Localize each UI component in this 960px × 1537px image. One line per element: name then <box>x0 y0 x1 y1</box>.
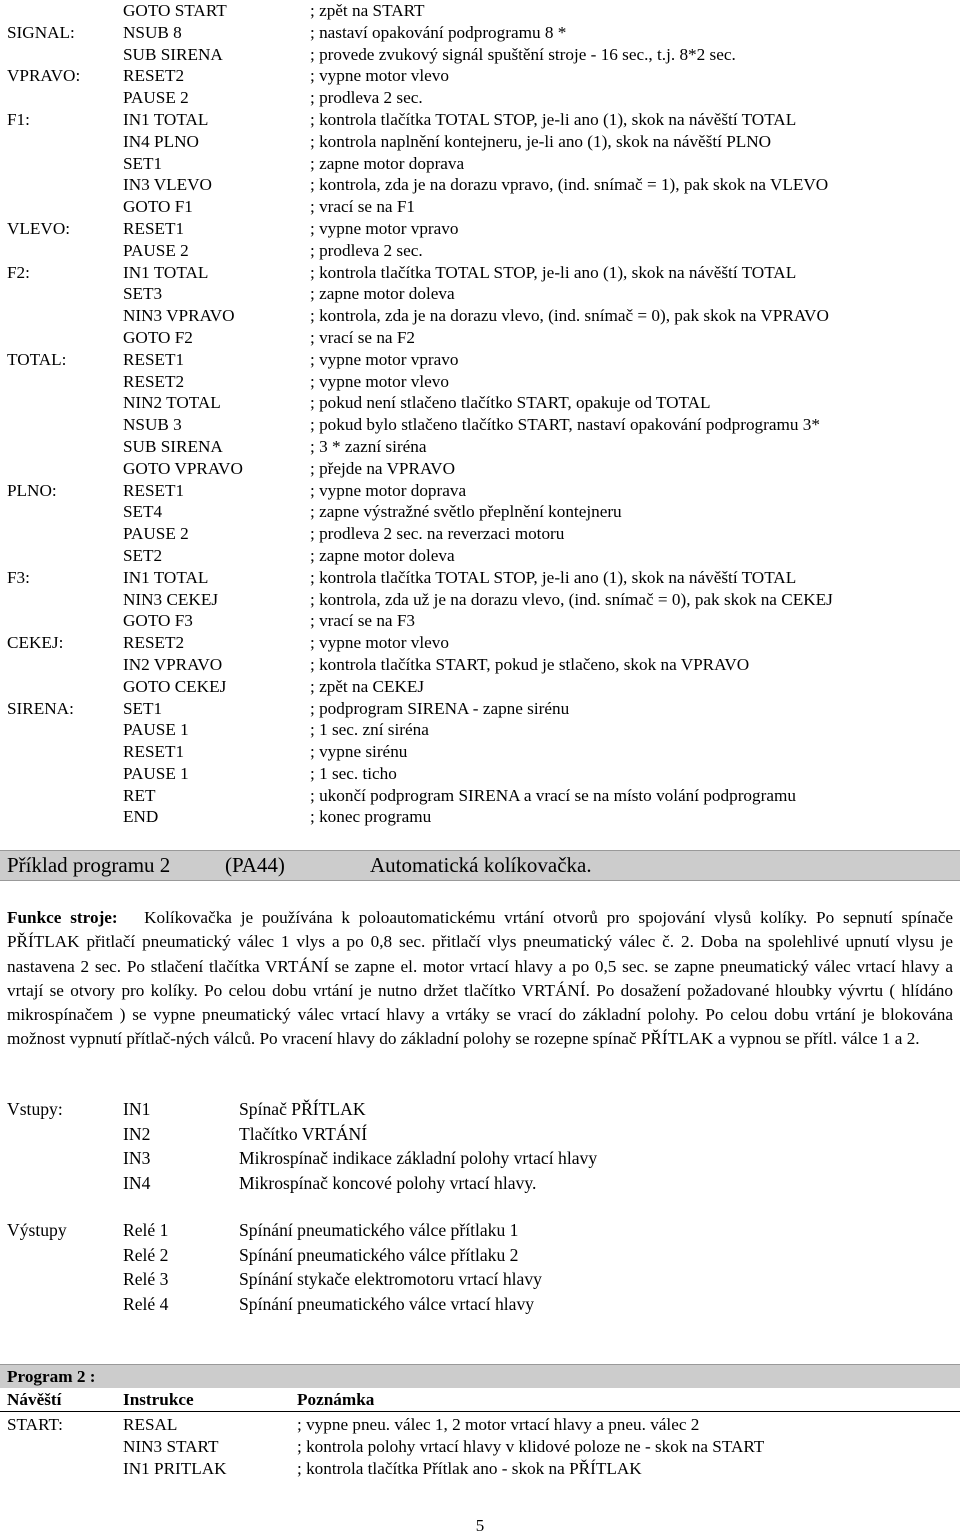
io-description: Spínání pneumatického válce přítlaku 2 <box>239 1244 519 1265</box>
listing-row <box>0 414 960 436</box>
io-description: Mikrospínač indikace základní polohy vrtací hlavy <box>239 1148 598 1168</box>
listing-instruction: GOTO F3 <box>123 611 193 631</box>
listing-comment: ; pokud bylo stlačeno tlačítko START, nastaví opakování podprogramu 3* <box>310 415 820 435</box>
listing-row <box>0 109 960 131</box>
listing-comment: ; přejde na VPRAVO <box>310 458 455 478</box>
listing-instruction: GOTO VPRAVO <box>123 458 243 478</box>
program2-row <box>0 1436 960 1458</box>
listing-comment: ; 1 sec. zní siréna <box>310 720 429 740</box>
io-id: Relé 2 <box>123 1244 169 1265</box>
listing-row <box>0 153 960 175</box>
listing-comment: ; vrací se na F2 <box>310 327 416 347</box>
machine-description <box>7 906 953 1052</box>
listing-instruction: IN1 TOTAL <box>123 109 209 129</box>
listing-row <box>0 741 960 763</box>
listing-row <box>0 763 960 785</box>
listing-comment: ; kontrola naplnění kontejneru, je-li ano (1), skok na návěští PLNO <box>310 131 772 151</box>
listing-row <box>0 240 960 262</box>
listing-comment: ; pokud není stlačeno tlačítko START, opakuje od TOTAL <box>310 393 711 413</box>
listing-instruction: END <box>123 807 159 827</box>
listing-label: F3: <box>7 567 30 587</box>
listing-comment: ; zpět na CEKEJ <box>310 676 425 696</box>
listing-instruction: GOTO START <box>123 1 227 20</box>
listing-comment: ; vypne motor vpravo <box>310 218 459 238</box>
program2-column-headers <box>0 1388 960 1412</box>
listing-row <box>0 22 960 44</box>
listing-row <box>0 458 960 480</box>
listing-comment: ; zapne motor doleva <box>310 284 455 304</box>
listing-row <box>0 44 960 66</box>
listing-comment: ; vrací se na F1 <box>310 197 416 217</box>
io-id: Relé 1 <box>123 1220 169 1240</box>
listing-instruction: PAUSE 1 <box>123 720 189 740</box>
listing-instruction: RESET1 <box>123 742 185 762</box>
description-label: Funkce stroje: <box>7 908 118 927</box>
listing-comment: ; vypne motor vlevo <box>310 371 449 391</box>
listing-label: SIGNAL: <box>7 22 75 42</box>
listing-comment: ; 1 sec. ticho <box>310 763 397 783</box>
program2-row <box>0 1414 960 1436</box>
listing-instruction: PAUSE 2 <box>123 240 189 260</box>
listing-label: F1: <box>7 109 30 129</box>
listing-comment: ; ukončí podprogram SIRENA a vrací se na místo volání podprogramu <box>310 785 796 805</box>
listing-instruction: GOTO F2 <box>123 327 193 347</box>
listing-row <box>0 349 960 371</box>
program2-row <box>0 1458 960 1480</box>
listing-instruction: NSUB 3 <box>123 415 182 435</box>
program2-comment: ; kontrola tlačítka Přítlak ano - skok na PŘÍTLAK <box>297 1459 642 1478</box>
listing-row <box>0 654 960 676</box>
listing-row <box>0 501 960 523</box>
listing-instruction: RET <box>123 785 156 805</box>
listing-row <box>0 131 960 153</box>
listing-instruction: RESET2 <box>123 371 185 391</box>
listing-instruction: PAUSE 2 <box>123 88 189 108</box>
io-id: Relé 3 <box>123 1269 169 1289</box>
listing-instruction: RESET1 <box>123 480 185 500</box>
listing-row <box>0 589 960 611</box>
listing-instruction: PAUSE 2 <box>123 524 189 544</box>
output-row <box>0 1267 960 1292</box>
listing-row <box>0 632 960 654</box>
listing-instruction: IN2 VPRAVO <box>123 654 223 674</box>
listing-row <box>0 65 960 87</box>
listing-label: PLNO: <box>7 480 57 500</box>
listing-row <box>0 676 960 698</box>
listing-label: VLEVO: <box>7 218 71 238</box>
listing-instruction: SET1 <box>123 698 163 718</box>
listing-comment: ; zapne motor doprava <box>310 153 465 173</box>
listing-row <box>0 436 960 458</box>
io-description: Spínač PŘÍTLAK <box>239 1099 366 1119</box>
listing-label: F2: <box>7 262 30 282</box>
example-heading <box>0 850 960 881</box>
page-number: 5 <box>475 1516 485 1535</box>
listing-row <box>0 567 960 589</box>
listing-row <box>0 196 960 218</box>
listing-comment: ; vypne sirénu <box>310 742 408 762</box>
listing-row <box>0 283 960 305</box>
listing-row <box>0 327 960 349</box>
description-text: Kolíkovačka je používána k poloautomatickému vrtání otvorů pro spojování vlysů kolíky. Po sepnutí spínače PŘÍTLAK přitlačí pneumatický válec 1 vlys a po 0,8 sec. přitlačí vlys pneumatický válec č. 2. Doba na spolehlivé upnutí vlysu je nastavena 2 sec. Po stlačení tlačítka VRTÁNÍ se zapne el. motor vrtací hlavy a po 0,5 sec. se zapne pneumatický válec vrtací hlavy a vrtají se otvory pro kolíky. Po celou dobu vrtání je nutno držet tlačítko VRTÁNÍ. Po dosažení požadované hloubky vývrtu ( hlídáno mikrospínačem ) se vypne pneumatický válec vrtací hlavy a vrtáky se vrací do základní polohy. Po celou dobu vrtání je blokována možnost vypnutí přítlač-ných válců. Po vracení hlavy do základní polohy se rozepne spínač PŘÍTLAK a vypnou se přítl. válce 1 a 2. <box>7 908 954 1049</box>
listing-comment: ; provede zvukový signál spuštění stroje - 16 sec., t.j. 8*2 sec. <box>310 44 736 64</box>
listing-row <box>0 523 960 545</box>
listing-instruction: GOTO CEKEJ <box>123 676 227 696</box>
column-header-instruction: Instrukce <box>123 1390 194 1409</box>
listing-comment: ; kontrola, zda je na dorazu vpravo, (ind. snímač = 1), pak skok na VLEVO <box>310 175 829 195</box>
listing-instruction: SET1 <box>123 153 163 173</box>
program2-rows <box>0 1414 960 1480</box>
listing-row <box>0 480 960 502</box>
listing-instruction: PAUSE 1 <box>123 763 189 783</box>
io-group: Vstupy: <box>7 1099 63 1119</box>
listing-instruction: SET3 <box>123 284 163 304</box>
listing-comment: ; vypne motor vlevo <box>310 66 449 86</box>
io-description: Tlačítko VRTÁNÍ <box>239 1123 368 1144</box>
io-group: Výstupy <box>7 1220 67 1240</box>
listing-row <box>0 305 960 327</box>
program2-label: START: <box>7 1415 63 1434</box>
program2-title: Program 2 : <box>7 1367 96 1386</box>
listing-comment: ; vypne motor doprava <box>310 480 467 500</box>
listing-label: SIRENA: <box>7 698 74 718</box>
example-code: (PA44) <box>225 853 285 877</box>
input-row <box>0 1097 960 1122</box>
listing-comment: ; vrací se na F3 <box>310 611 416 631</box>
input-row <box>0 1122 960 1147</box>
listing-instruction: NIN2 TOTAL <box>123 393 221 413</box>
listing-instruction: IN3 VLEVO <box>123 175 212 195</box>
listing-comment: ; zapne výstražné světlo přeplnění kontejneru <box>310 502 622 522</box>
output-row <box>0 1243 960 1268</box>
listing-row <box>0 806 960 828</box>
listing-comment: ; konec programu <box>310 807 432 827</box>
listing-instruction: RESET1 <box>123 218 185 238</box>
listing-comment: ; kontrola tlačítka TOTAL STOP, je-li ano (1), skok na návěští TOTAL <box>310 262 797 282</box>
listing-instruction: SUB SIRENA <box>123 436 223 456</box>
listing-row <box>0 371 960 393</box>
column-header-comment: Poznámka <box>297 1390 375 1409</box>
program2-title-bar <box>0 1364 960 1388</box>
io-description: Mikrospínač koncové polohy vrtací hlavy. <box>239 1172 537 1193</box>
program2-instruction: NIN3 START <box>123 1437 219 1456</box>
output-row <box>0 1292 960 1317</box>
listing-label: VPRAVO: <box>7 66 81 86</box>
listing-instruction: NSUB 8 <box>123 22 182 42</box>
io-id: IN3 <box>123 1148 151 1168</box>
listing-comment: ; kontrola tlačítka START, pokud je stlačeno, skok na VPRAVO <box>310 654 750 674</box>
listing-comment: ; prodleva 2 sec. <box>310 240 423 260</box>
listing-row <box>0 698 960 720</box>
listing-row <box>0 719 960 741</box>
listing-row <box>0 262 960 284</box>
listing-comment: ; podprogram SIRENA - zapne sirénu <box>310 698 570 718</box>
listing-row <box>0 785 960 807</box>
listing-label: CEKEJ: <box>7 633 64 653</box>
listing-row <box>0 392 960 414</box>
program2-comment: ; kontrola polohy vrtací hlavy v klidové poloze ne - skok na START <box>297 1437 765 1456</box>
listing-comment: ; vypne motor vlevo <box>310 633 449 653</box>
listing-instruction: IN4 PLNO <box>123 131 199 151</box>
listing-instruction: GOTO F1 <box>123 197 193 217</box>
listing-comment: ; kontrola, zda už je na dorazu vlevo, (ind. snímač = 0), pak skok na CEKEJ <box>310 589 833 609</box>
listing-comment: ; zpět na START <box>310 1 425 20</box>
listing-row <box>0 0 960 22</box>
listing-row <box>0 218 960 240</box>
listing-instruction: SET2 <box>123 545 163 565</box>
io-id: IN1 <box>123 1099 151 1119</box>
listing-instruction: NIN3 CEKEJ <box>123 589 219 609</box>
listing-instruction: RESET2 <box>123 66 185 86</box>
listing-instruction: IN1 TOTAL <box>123 567 209 587</box>
listing-comment: ; kontrola tlačítka TOTAL STOP, je-li ano (1), skok na návěští TOTAL <box>310 109 797 129</box>
program2-comment: ; vypne pneu. válec 1, 2 motor vrtací hlavy a pneu. válec 2 <box>297 1415 700 1434</box>
listing-comment: ; 3 * zazní siréna <box>310 436 427 456</box>
listing-row <box>0 174 960 196</box>
program2-instruction: RESAL <box>123 1415 178 1434</box>
column-header-label: Návěští <box>7 1390 62 1409</box>
program2-instruction: IN1 PRITLAK <box>123 1459 227 1478</box>
listing-comment: ; kontrola tlačítka TOTAL STOP, je-li ano (1), skok na návěští TOTAL <box>310 567 797 587</box>
listing-comment: ; prodleva 2 sec. <box>310 88 423 108</box>
listing-label: TOTAL: <box>7 349 67 369</box>
listing-comment: ; nastaví opakování podprogramu 8 * <box>310 22 567 42</box>
listing-instruction: SUB SIRENA <box>123 44 223 64</box>
output-row <box>0 1218 960 1243</box>
io-id: IN2 <box>123 1123 151 1144</box>
listing-instruction: RESET1 <box>123 349 185 369</box>
example-title: Příklad programu 2 <box>7 853 171 877</box>
listing-instruction: NIN3 VPRAVO <box>123 306 235 326</box>
inputs-table <box>0 1097 960 1195</box>
io-id: Relé 4 <box>123 1293 169 1314</box>
io-description: Spínání pneumatického válce vrtací hlavy <box>239 1293 535 1314</box>
io-description: Spínání pneumatického válce přítlaku 1 <box>239 1220 519 1240</box>
listing-comment: ; vypne motor vpravo <box>310 349 459 369</box>
input-row <box>0 1171 960 1196</box>
io-description: Spínání stykače elektromotoru vrtací hlavy <box>239 1269 542 1289</box>
listing-comment: ; prodleva 2 sec. na reverzaci motoru <box>310 524 565 544</box>
listing-instruction: RESET2 <box>123 633 185 653</box>
listing-row <box>0 610 960 632</box>
listing-comment: ; zapne motor doleva <box>310 545 455 565</box>
listing-instruction: SET4 <box>123 502 163 522</box>
outputs-table <box>0 1218 960 1316</box>
listing-comment: ; kontrola, zda je na dorazu vlevo, (ind. snímač = 0), pak skok na VPRAVO <box>310 306 829 326</box>
listing-row <box>0 545 960 567</box>
io-id: IN4 <box>123 1172 151 1193</box>
input-row <box>0 1146 960 1171</box>
listing-row <box>0 87 960 109</box>
listing-instruction: IN1 TOTAL <box>123 262 209 282</box>
example-name: Automatická kolíkovačka. <box>370 853 592 877</box>
